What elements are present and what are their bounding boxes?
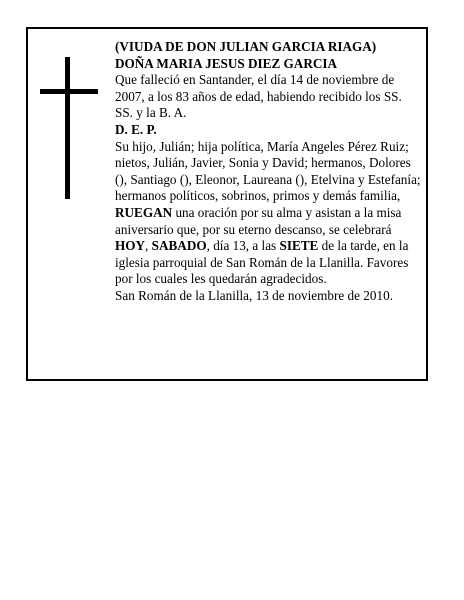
place-date-line: San Román de la Llanilla, 13 de noviembre de 2010. (115, 287, 393, 303)
cross-vertical-bar (65, 57, 70, 199)
cross-icon (40, 57, 98, 199)
request-text-3: de la tarde, en la iglesia parroquial de San Román de la Llanilla. Favores por los cuales les quedarán agradecidos. (115, 238, 409, 287)
death-details: Que falleció en Santander, el día 14 de noviembre de 2007, a los 83 años de edad, habiendo recibido los SS. SS. y la B. A. (115, 72, 402, 121)
request-paragraph (115, 205, 423, 288)
widow-of-line: (VIUDA DE DON JULIAN GARCIA RIAGA) (115, 39, 377, 54)
deceased-name: DOÑA MARIA JESUS DIEZ GARCIA (115, 55, 338, 71)
request-text-1: una oración por su alma y asistan a la misa aniversario que, por su eterno descanso, se celebrará (115, 204, 402, 237)
request-comma: , (145, 238, 152, 254)
family-paragraph: Su hijo, Julián; hija política, María Angeles Pérez Ruiz; nietos, Julián, Javier, Sonia y David; hermanos, Dolores (), Santiago (), Eleonor, Laureana (), Etelvina y Estefanía; hermanos políticos, sobrinos, primos y demás familia, (115, 138, 421, 204)
sabado-word: SABADO (151, 238, 207, 254)
request-text-2: , día 13, a las (206, 238, 280, 254)
hoy-word: HOY (115, 238, 146, 254)
notice-body (115, 39, 423, 305)
rip-line: D. E. P. (115, 121, 157, 137)
siete-word: SIETE (279, 238, 319, 254)
ruegan-word: RUEGAN (115, 204, 173, 220)
cross-horizontal-bar (40, 89, 98, 94)
obituary-notice (26, 27, 428, 381)
